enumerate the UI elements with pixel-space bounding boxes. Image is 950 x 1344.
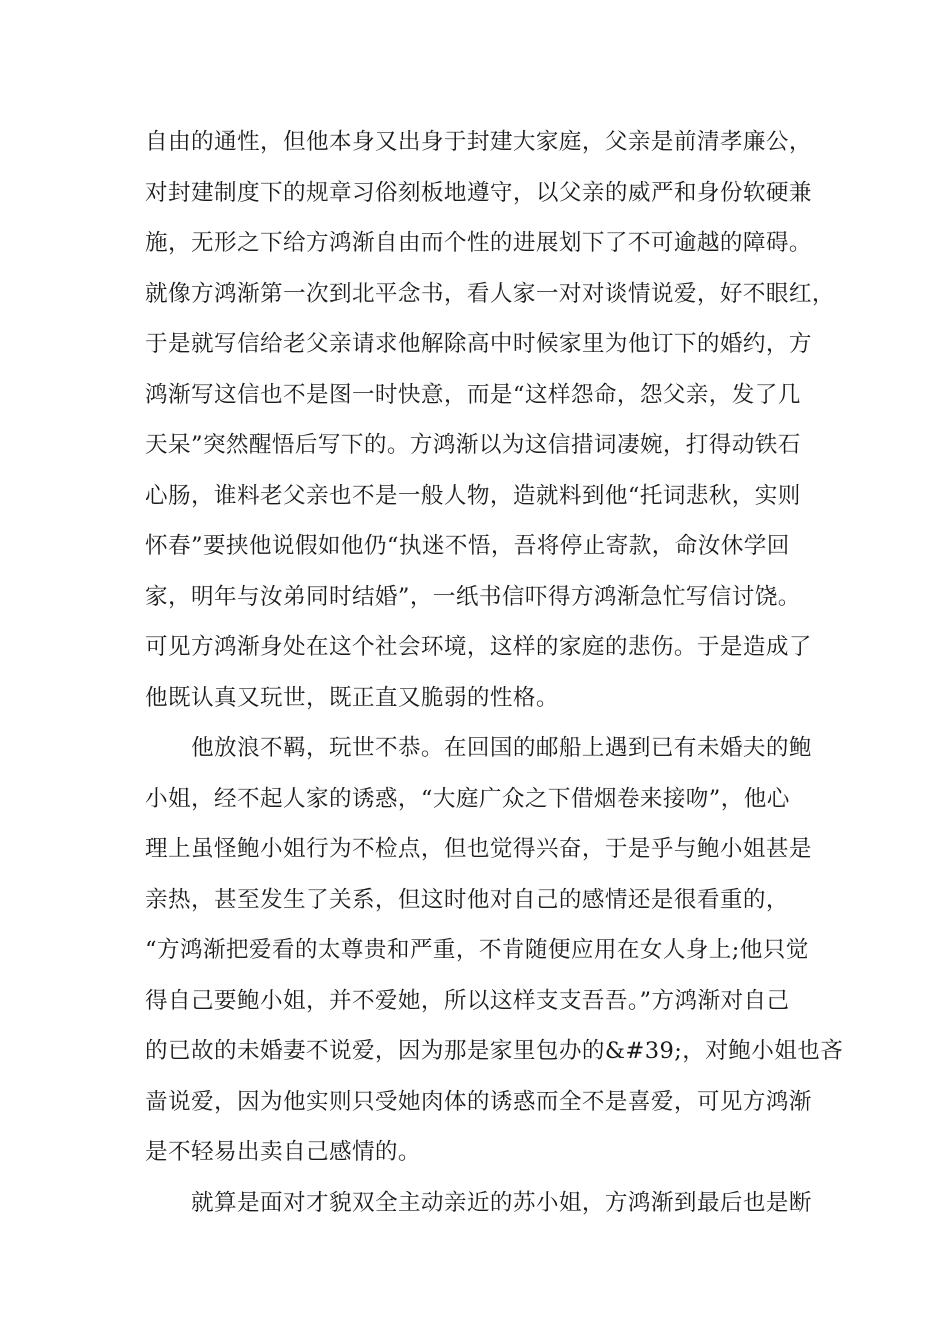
document-page <box>145 129 844 1241</box>
text-line: 小姐，经不起人家的诱惑，“大庭广众之下借烟卷来接吻”，他心 <box>145 785 790 812</box>
text-line: 是不轻易出卖自己感情的。 <box>145 1139 421 1165</box>
text-line: 的已故的未婚妻不说爱，因为那是家里包办的&#39;，对鲍小姐也吝 <box>145 1038 844 1064</box>
text-line: 心肠，谁料老父亲也不是一般人物，造就料到他“托词悲秋，实则 <box>145 482 801 509</box>
text-line: 怀春”要挟他说假如他仍“执迷不悟，吾将停止寄款，命汝休学回 <box>145 533 790 559</box>
text-line: 对封建制度下的规章习俗刻板地遵守，以父亲的威严和身份软硬兼 <box>145 179 812 206</box>
text-line: 他既认真又玩世，既正直又脆弱的性格。 <box>145 684 559 711</box>
text-line: 理上虽怪鲍小姐行为不检点，但也觉得兴奋，于是乎与鲍小姐甚是 <box>145 836 812 862</box>
text-line: 就像方鸿渐第一次到北平念书，看人家一对对谈情说爱，好不眼红， <box>145 280 835 307</box>
text-line: 亲热，甚至发生了关系，但这时他对自己的感情还是很看重的， <box>145 886 789 913</box>
text-line: 家，明年与汝弟同时结婚”，一纸书信吓得方鸿渐急忙写信讨饶。 <box>145 583 801 610</box>
text-line: 可见方鸿渐身处在这个社会环境，这样的家庭的悲伤。于是造成了 <box>145 634 812 660</box>
paragraph-start-line: 就算是面对才貌双全主动亲近的苏小姐，方鸿渐到最后也是断 <box>191 1189 812 1216</box>
text-line: 施，无形之下给方鸿渐自由而个性的进展划下了不可逾越的障碍。 <box>145 230 812 256</box>
text-line: 鸿渐写这信也不是图一时快意，而是“这样怨命，怨父亲，发了几 <box>145 381 801 408</box>
text-line: 于是就写信给老父亲请求他解除高中时候家里为他订下的婚约，方 <box>145 331 812 357</box>
text-line: 自由的通性，但他本身又出身于封建大家庭，父亲是前清孝廉公， <box>145 129 812 155</box>
text-line: 得自己要鲍小姐，并不爱她，所以这样支支吾吾。”方鸿渐对自己 <box>145 987 790 1014</box>
text-line: 天呆”突然醒悟后写下的。方鸿渐以为这信措词凄婉，打得动铁石 <box>145 432 801 458</box>
text-line: “方鸿渐把爱看的太尊贵和严重，不肯随便应用在女人身上;他只觉 <box>145 937 809 963</box>
text-line: 啬说爱，因为他实则只受她肉体的诱惑而全不是喜爱，可见方鸿渐 <box>145 1088 812 1115</box>
paragraph-start-line: 他放浪不羁，玩世不恭。在回国的邮船上遇到已有未婚夫的鲍 <box>191 735 812 761</box>
